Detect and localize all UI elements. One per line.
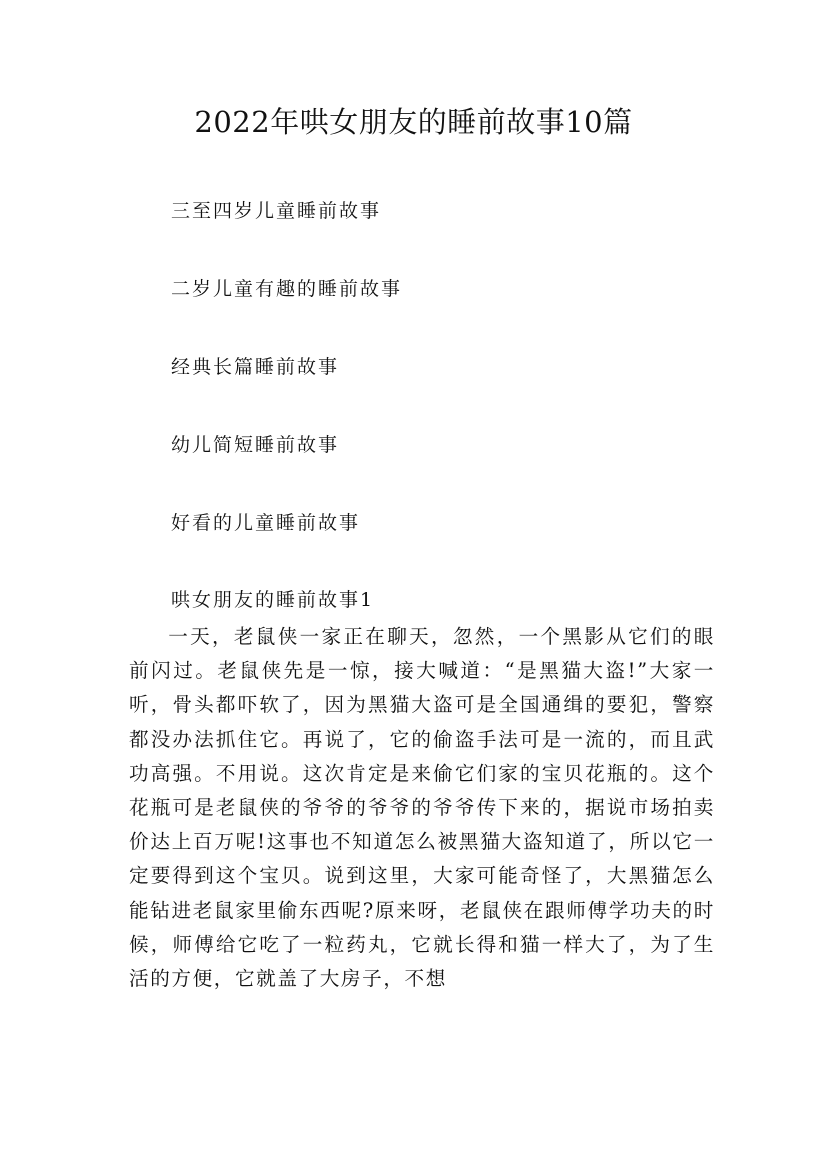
toc-item: 好看的儿童睡前故事 bbox=[171, 512, 361, 534]
toc-item: 幼儿简短睡前故事 bbox=[171, 434, 340, 456]
document-title: 2022年哄女朋友的睡前故事10篇 bbox=[194, 105, 633, 139]
table-of-contents bbox=[171, 195, 402, 585]
toc-item: 经典长篇睡前故事 bbox=[171, 356, 340, 378]
toc-item: 三至四岁儿童睡前故事 bbox=[171, 200, 382, 222]
toc-item: 二岁儿童有趣的睡前故事 bbox=[171, 278, 403, 300]
story-heading: 哄女朋友的睡前故事1 bbox=[171, 589, 375, 611]
story-paragraph: 一天，老鼠侠一家正在聊天，忽然，一个黑影从它们的眼前闪过。老鼠侠先是一惊，接大喊道：“是黑猫大盗!”大家一听，骨头都吓软了，因为黑猫大盗可是全国通缉的要犯，警察都没办法抓住它。再说了，它的偷盗手法可是一流的，而且武功高强。不用说。这次肯定是来偷它们家的宝贝花瓶的。这个花瓶可是老鼠侠的爷爷的爷爷的爷爷传下来的，据说市场拍卖价达上百万呢!这事也不知道怎么被黑猫大盗知道了，所以它一定要得到这个宝贝。说到这里，大家可能奇怪了，大黑猫怎么能钻进老鼠家里偷东西呢?原来呀，老鼠侠在跟师傅学功夫的时候，师傅给它吃了一粒药丸，它就长得和猫一样大了，为了生活的方便，它就盖了大房子，不想 bbox=[129, 625, 715, 991]
